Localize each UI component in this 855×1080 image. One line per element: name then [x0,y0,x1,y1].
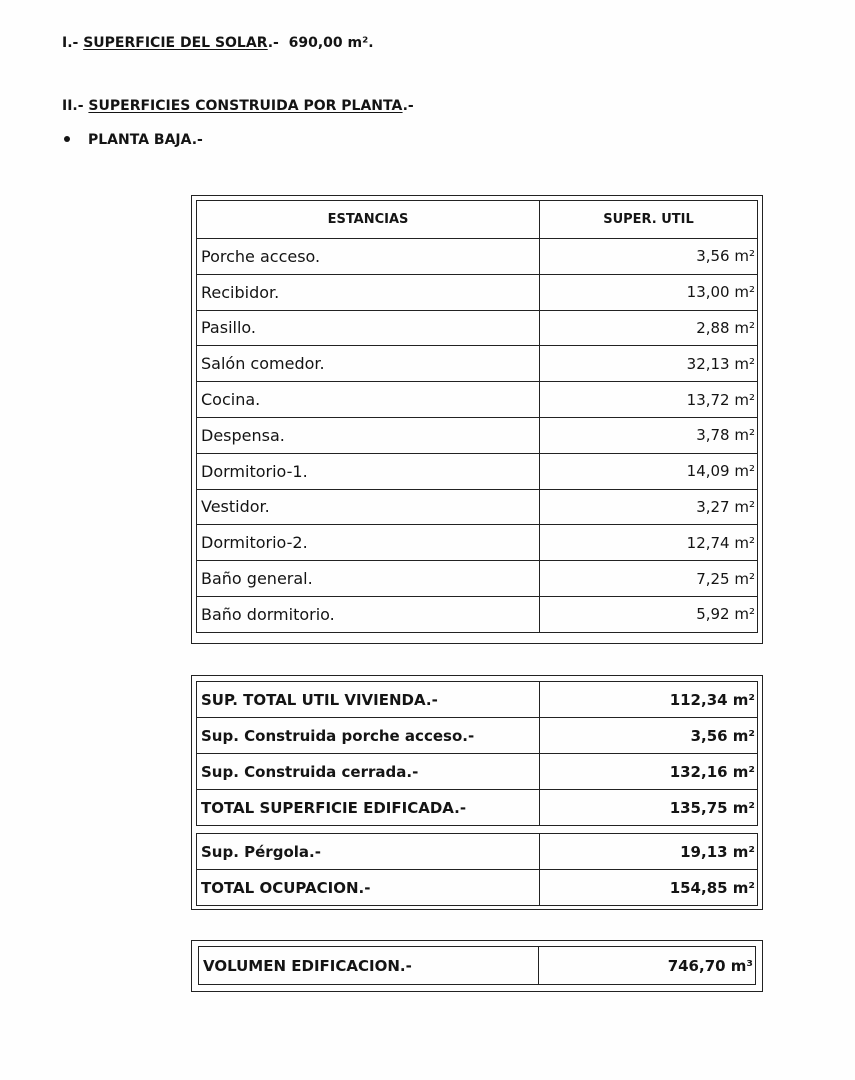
room-area: 5,92 m² [540,596,758,632]
total-name: TOTAL OCUPACION.- [197,870,540,906]
room-area: 12,74 m² [540,525,758,561]
table-row [199,947,756,985]
section-2-heading [62,98,414,114]
section-1-title: SUPERFICIE DEL SOLAR [83,35,268,51]
rooms-table [196,200,758,633]
table-row [197,346,758,382]
total-area: 135,75 m² [540,790,758,826]
section-2-number: II.- [62,98,84,114]
table-row [197,489,758,525]
room-area: 13,72 m² [540,382,758,418]
volume-label: VOLUMEN EDIFICACION.- [199,947,539,985]
total-area: 3,56 m² [540,718,758,754]
header-super-util: SUPER. UTIL [540,201,758,239]
room-area: 13,00 m² [540,274,758,310]
section-1-heading [62,35,374,51]
bullet-label: PLANTA BAJA.- [88,132,203,148]
room-name: Pasillo. [197,310,540,346]
room-name: Salón comedor. [197,346,540,382]
table-row [197,525,758,561]
table-spacer [197,826,758,834]
table-row [197,718,758,754]
table-row [197,239,758,275]
room-area: 3,56 m² [540,239,758,275]
table-row [197,870,758,906]
room-name: Dormitorio-2. [197,525,540,561]
total-area: 132,16 m² [540,754,758,790]
volume-value: 746,70 m³ [539,947,756,985]
total-area: 112,34 m² [540,682,758,718]
total-name: Sup. Construida porche acceso.- [197,718,540,754]
section-1-number: I.- [62,35,79,51]
total-name: TOTAL SUPERFICIE EDIFICADA.- [197,790,540,826]
section-2-separator: .- [402,98,414,114]
room-area: 2,88 m² [540,310,758,346]
header-estancias: ESTANCIAS [197,201,540,239]
table-row [197,682,758,718]
room-name: Baño general. [197,561,540,597]
table-row [197,834,758,870]
room-area: 14,09 m² [540,453,758,489]
room-name: Cocina. [197,382,540,418]
rooms-header-row [197,201,758,239]
room-area: 3,78 m² [540,417,758,453]
table-row [197,274,758,310]
room-name: Vestidor. [197,489,540,525]
section-2-title: SUPERFICIES CONSTRUIDA POR PLANTA [88,98,403,114]
room-name: Porche acceso. [197,239,540,275]
total-name: Sup. Pérgola.- [197,834,540,870]
total-name: SUP. TOTAL UTIL VIVIENDA.- [197,682,540,718]
table-row [197,790,758,826]
volume-table [198,946,756,985]
table-row [197,310,758,346]
table-row [197,596,758,632]
section-1-separator: .- [267,35,279,51]
room-area: 32,13 m² [540,346,758,382]
section-1-value: 690,00 m². [288,35,374,51]
table-row [197,453,758,489]
bullet-icon [64,136,70,142]
table-row [197,417,758,453]
bullet-item [62,132,203,148]
total-name: Sup. Construida cerrada.- [197,754,540,790]
room-name: Baño dormitorio. [197,596,540,632]
totals-table [196,681,758,906]
room-name: Despensa. [197,417,540,453]
table-row [197,382,758,418]
total-area: 154,85 m² [540,870,758,906]
table-row [197,561,758,597]
table-row [197,754,758,790]
room-area: 7,25 m² [540,561,758,597]
room-name: Recibidor. [197,274,540,310]
room-area: 3,27 m² [540,489,758,525]
room-name: Dormitorio-1. [197,453,540,489]
total-area: 19,13 m² [540,834,758,870]
